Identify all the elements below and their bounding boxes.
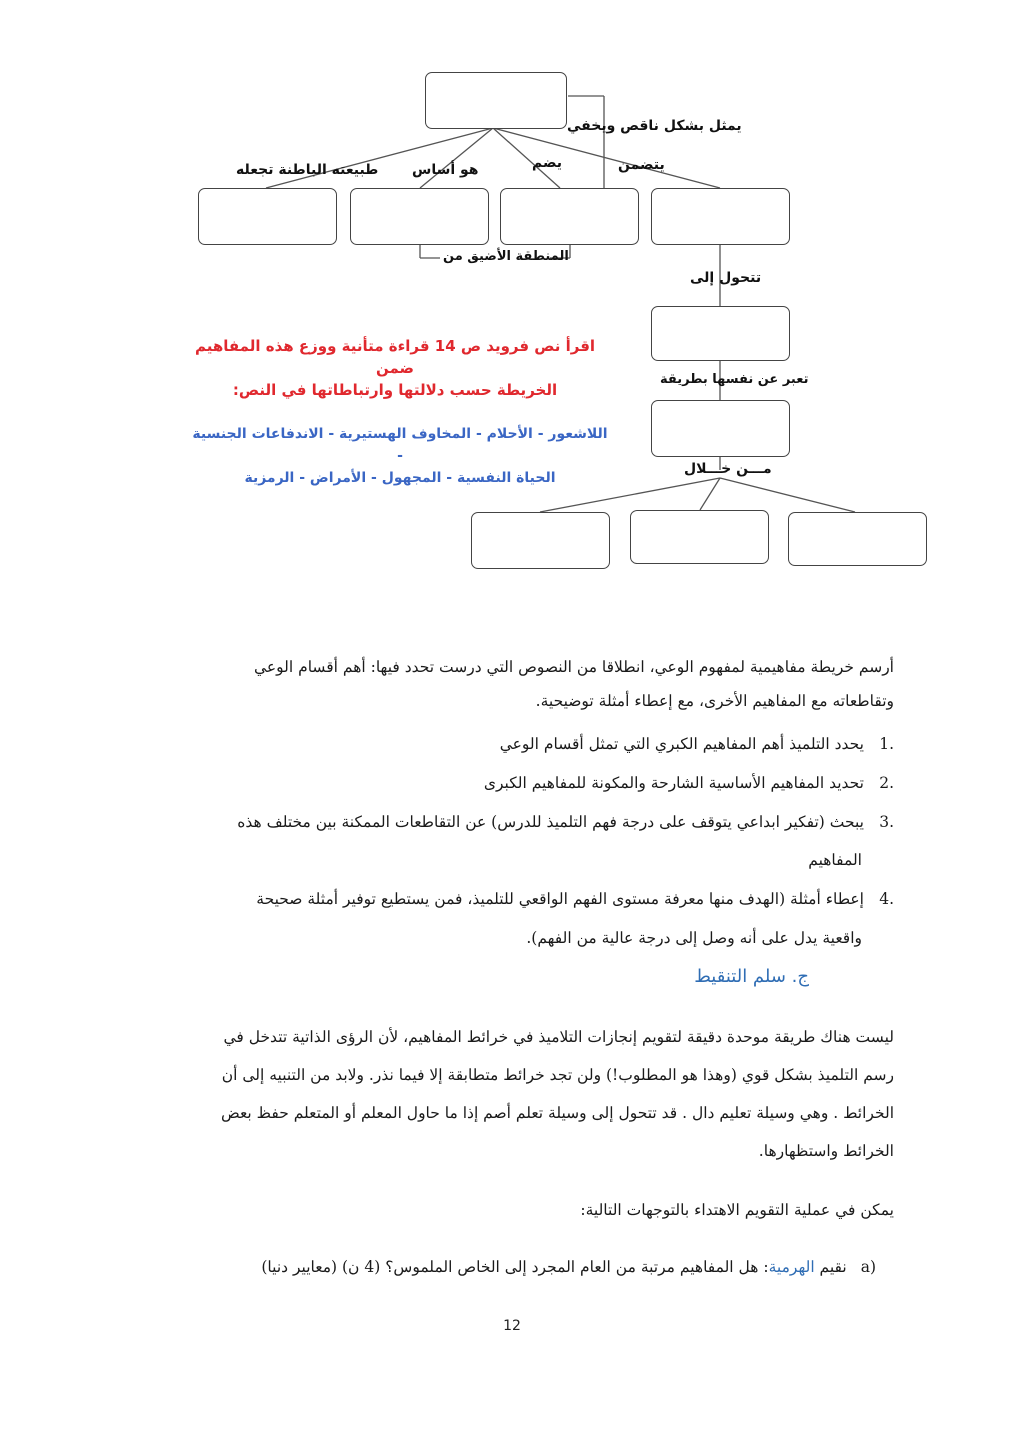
list-item-continuation bbox=[808, 843, 862, 877]
label-represents-partially-hides: يمثل بشكل ناقص ويخفي bbox=[567, 118, 742, 134]
concept-list-line-2: الحياة النفسية - المجهول - الأمراض - الرمزية bbox=[244, 470, 556, 486]
list-item-text: يبحث (تفكير ابداعي يتوقف على درجة فهم التلميذ للدرس) عن التقاطعات الممكنة بين مختلف هذه bbox=[237, 813, 864, 831]
label-through: مـــن خـــلال bbox=[684, 461, 772, 477]
list-item bbox=[500, 727, 894, 761]
paragraph-line-4: الخرائط واستظهارها. bbox=[758, 1142, 894, 1160]
map-box-bottom-1 bbox=[471, 512, 610, 569]
list-item bbox=[484, 766, 894, 800]
label-turns-into: تتحول إلى bbox=[690, 270, 762, 286]
intro-line-2: وتقاطعاته مع المفاهيم الأخرى، مع إعطاء أمثلة توضيحية. bbox=[535, 692, 894, 710]
map-box-top bbox=[425, 72, 567, 129]
criterion-prefix: نقيم bbox=[814, 1258, 847, 1276]
map-box-row1-4 bbox=[651, 188, 790, 245]
page-number: 12 bbox=[503, 1318, 521, 1334]
concept-list bbox=[190, 423, 610, 489]
criterion-keyword: الهرمية bbox=[768, 1258, 815, 1276]
list-item-text: المفاهيم bbox=[808, 851, 862, 869]
map-instruction-line-1: اقرأ نص فرويد ص 14 قراءة متأنية ووزع هذه المفاهيم ضمن bbox=[194, 337, 596, 377]
map-box-mid-2 bbox=[651, 400, 790, 457]
label-its-hidden-nature: طبيعته الباطنة تجعله bbox=[236, 162, 379, 178]
map-instruction-line-2: الخريطة حسب دلالتها وارتباطاتها في النص: bbox=[232, 381, 558, 399]
intro-line-1: أرسم خريطة مفاهيمية لمفهوم الوعي، انطلاقا من النصوص التي درست تحدد فيها: أهم أقسام الوعي bbox=[253, 658, 894, 676]
list-item-number: 2. bbox=[879, 774, 894, 792]
list-item bbox=[256, 882, 894, 916]
list-item-number: 3. bbox=[879, 813, 894, 831]
concept-list-line-1: اللاشعور - الأحلام - المخاوف الهستيرية - الاندفاعات الجنسية - bbox=[192, 426, 608, 464]
list-item-number: 1. bbox=[879, 735, 894, 753]
map-box-mid-1 bbox=[651, 306, 790, 361]
map-box-row1-2 bbox=[350, 188, 489, 245]
paragraph-line-1: ليست هناك طريقة موحدة دقيقة لتقويم إنجازات التلاميذ في خرائط المفاهيم، لأن الرؤى الذاتية تتدخل في bbox=[223, 1028, 894, 1046]
label-includes: يتضمن bbox=[618, 157, 665, 173]
map-box-bottom-2 bbox=[630, 510, 769, 564]
map-box-bottom-3 bbox=[788, 512, 927, 566]
section-heading: ج. سلم التنقيط bbox=[694, 966, 809, 987]
label-contains: يضم bbox=[532, 155, 563, 171]
list-item-continuation bbox=[526, 921, 862, 955]
list-item-text: إعطاء أمثلة (الهدف منها معرفة مستوى الفهم الواقعي للتلميذ، فمن يستطيع توفير أمثلة صحيحة bbox=[256, 890, 864, 908]
label-expresses-itself: تعبر عن نفسها بطريقة bbox=[660, 372, 809, 387]
list-item-text: يحدد التلميذ أهم المفاهيم الكبري التي تمثل أقسام الوعي bbox=[499, 735, 864, 753]
map-box-row1-3 bbox=[500, 188, 639, 245]
list-item-text: تحديد المفاهيم الأساسية الشارحة والمكونة للمفاهيم الكبرى bbox=[483, 774, 864, 792]
paragraph-line-3: الخرائط . وهي وسيلة تعليم دال . قد تتحول إلى وسيلة تعلم أصم إذا ما حاول المعلم أو المتعلم حفظ بعض bbox=[220, 1104, 894, 1122]
label-is-basis: هو أساس bbox=[412, 162, 479, 178]
guidance-intro: يمكن في عملية التقويم الاهتداء بالتوجهات التالية: bbox=[580, 1201, 894, 1219]
body-paragraph bbox=[120, 1018, 894, 1170]
label-narrowest-zone: المنطقة الأضيق من bbox=[443, 249, 569, 264]
map-box-row1-1 bbox=[198, 188, 337, 245]
list-item-text: واقعية يدل على أنه وصل إلى درجة عالية من الفهم). bbox=[526, 929, 862, 947]
list-item bbox=[237, 805, 894, 839]
intro-paragraph bbox=[120, 650, 894, 718]
map-instruction bbox=[180, 335, 610, 401]
paragraph-line-2: رسم التلميذ بشكل قوي (وهذا هو المطلوب!) ولن تجد خرائط متطابقة إلا فيما نذر. ولابد من التنبيه إلى أن bbox=[221, 1066, 894, 1084]
list-item-number: 4. bbox=[879, 890, 894, 908]
criterion-row bbox=[261, 1250, 876, 1284]
criterion-text: : هل المفاهيم مرتبة من العام المجرد إلى الخاص الملموس؟ (4 ن) (معايير دنيا) bbox=[261, 1258, 769, 1276]
criterion-marker: a) bbox=[860, 1258, 876, 1276]
